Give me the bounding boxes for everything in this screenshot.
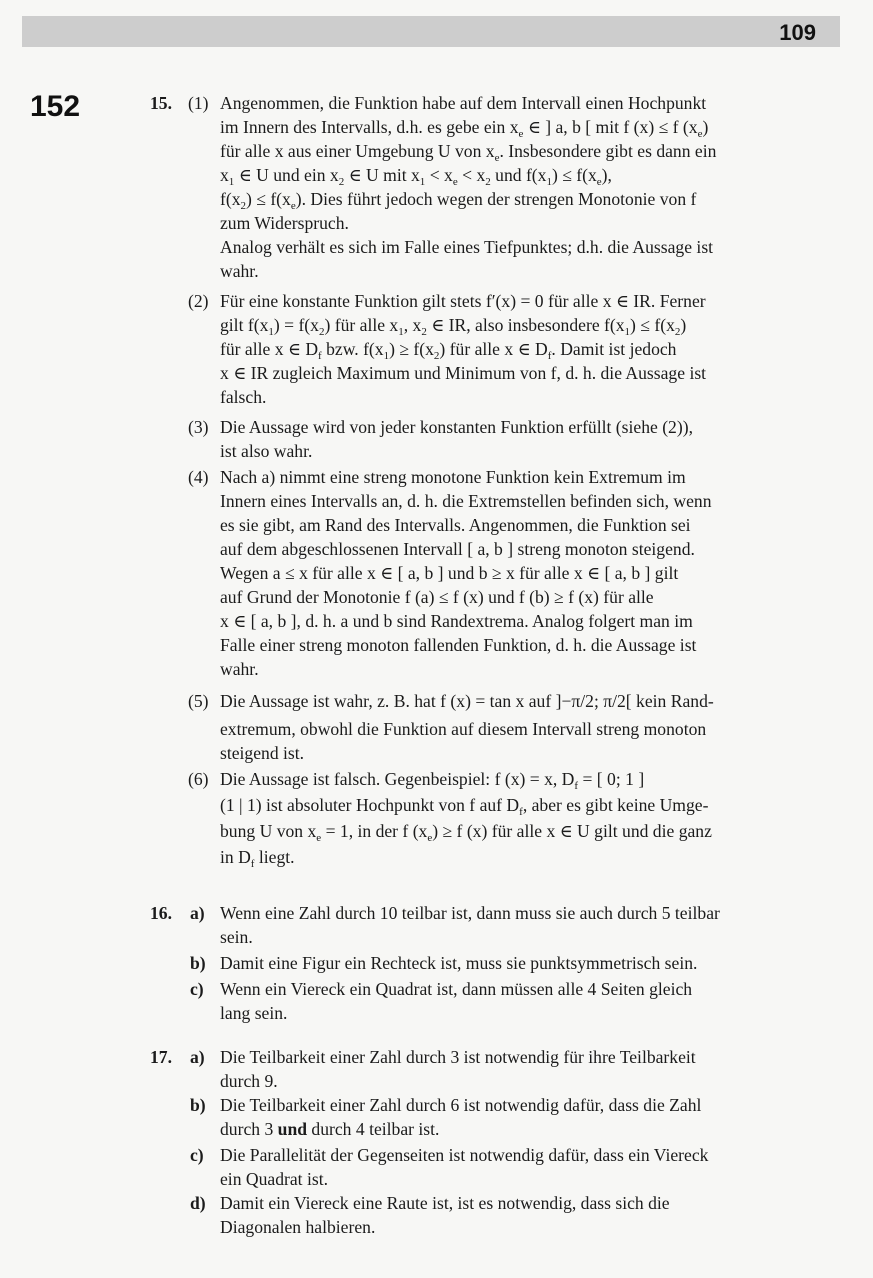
text-line: Wenn eine Zahl durch 10 teilbar ist, dann muss sie auch durch 5 teilbar: [220, 903, 720, 923]
text-line: Die Teilbarkeit einer Zahl durch 3 ist notwendig für ihre Teilbarkeit: [220, 1047, 696, 1067]
text-line: sein.: [220, 927, 253, 947]
page-number: 109: [779, 20, 816, 45]
text-line: Damit ein Viereck eine Raute ist, ist es notwendig, dass sich die: [220, 1193, 670, 1213]
text-line: es sie gibt, am Rand des Intervalls. Angenommen, die Funktion sei: [220, 515, 691, 535]
text-line: $x_1$ ∈ U und ein $x_2$ ∈ U mit $x_1 < x_e < x_2$ und $f(x_1) \le f(x_e)$,: [220, 165, 612, 188]
text-line: für alle x ∈ $D_f$ bzw. $f(x_1) \ge f(x_2)$ für alle x ∈ $D_f$. Damit ist jedoch: [220, 339, 677, 362]
item-label: (1): [188, 93, 209, 113]
text-line: steigend ist.: [220, 743, 305, 763]
text-line: Für eine konstante Funktion gilt stets f′(x) = 0 für alle x ∈ IR. Ferner: [220, 291, 706, 311]
item-label: (2): [188, 291, 209, 311]
text-line: wahr.: [220, 659, 259, 679]
text-line: Wenn ein Viereck ein Quadrat ist, dann müssen alle 4 Seiten gleich: [220, 979, 693, 999]
text-line: durch 3 und durch 4 teilbar ist.: [220, 1119, 440, 1139]
item-label: (3): [188, 417, 209, 437]
page-header-bar: [22, 16, 840, 47]
text-line: Die Teilbarkeit einer Zahl durch 6 ist notwendig dafür, dass die Zahl: [220, 1095, 702, 1115]
text-line: im Innern des Intervalls, d.h. es gebe ein $x_e$ ∈ ] a, b [ mit f (x) ≤ f $(x_e)$: [220, 117, 709, 140]
item-label: a): [190, 903, 205, 923]
text-line: in $D_f$ liegt.: [220, 847, 295, 870]
chapter-number: 152: [30, 90, 81, 123]
text-line: auf dem abgeschlossenen Intervall [ a, b ] streng monoton steigend.: [220, 539, 695, 559]
item-label: b): [190, 1095, 206, 1115]
exercise-number: 15.: [150, 93, 172, 113]
text-line: Damit eine Figur ein Rechteck ist, muss sie punktsymmetrisch sein.: [220, 953, 698, 973]
text-line: Die Aussage ist falsch. Gegenbeispiel: f (x) = x, $D_f$ = [ 0; 1 ]: [220, 769, 645, 792]
text-line: Analog verhält es sich im Falle eines Tiefpunktes; d.h. die Aussage ist: [220, 237, 714, 257]
text-line: gilt $f(x_1) = f(x_2)$ für alle $x_1$, $x_2$ ∈ IR, also insbesondere $f(x_1) \le f(x_2)$: [220, 315, 687, 338]
text-line: bung U von $x_e = 1$, in der f $(x_e) \ge f$ (x) für alle x ∈ U gilt und die ganz: [220, 821, 712, 844]
text-line: Innern eines Intervalls an, d. h. die Extremstellen befinden sich, wenn: [220, 491, 712, 511]
text-line: Falle einer streng monoton fallenden Funktion, d. h. die Aussage ist: [220, 635, 697, 655]
text-line: für alle x aus einer Umgebung U von $x_e$. Insbesondere gibt es dann ein: [220, 141, 717, 164]
text-line: Die Aussage ist wahr, z. B. hat f (x) = tan x auf ]−π/2; π/2[ kein Rand-: [220, 691, 714, 711]
text-line: x ∈ IR zugleich Maximum und Minimum von f, d. h. die Aussage ist: [220, 363, 707, 383]
item-label: (6): [188, 769, 209, 789]
item-label: (5): [188, 691, 209, 711]
text-line: x ∈ [ a, b ], d. h. a und b sind Randextrema. Analog folgert man im: [220, 611, 693, 631]
text-line: $f(x_2) \le f(x_e)$. Dies führt jedoch wegen der strengen Monotonie von f: [220, 189, 697, 212]
text-line: Die Parallelität der Gegenseiten ist notwendig dafür, dass ein Viereck: [220, 1145, 709, 1165]
item-label: (4): [188, 467, 209, 487]
item-label: c): [190, 1145, 204, 1165]
text-line: Wegen a ≤ x für alle x ∈ [ a, b ] und b ≥ x für alle x ∈ [ a, b ] gilt: [220, 563, 679, 583]
text-line: Die Aussage wird von jeder konstanten Funktion erfüllt (siehe (2)),: [220, 417, 693, 437]
item-label: b): [190, 953, 206, 973]
exercise-number: 17.: [150, 1047, 172, 1067]
text-line: auf Grund der Monotonie f (a) ≤ f (x) und f (b) ≥ f (x) für alle: [220, 587, 654, 607]
item-label: a): [190, 1047, 205, 1067]
text-line: (1 | 1) ist absoluter Hochpunkt von f auf $D_f$, aber es gibt keine Umge-: [220, 795, 709, 818]
text-line: Angenommen, die Funktion habe auf dem Intervall einen Hochpunkt: [220, 93, 707, 113]
text-line: Diagonalen halbieren.: [220, 1217, 376, 1237]
exercise-number: 16.: [150, 903, 172, 923]
text-line: ist also wahr.: [220, 441, 313, 461]
text-line: durch 9.: [220, 1071, 278, 1091]
text-line: extremum, obwohl die Funktion auf diesem Intervall streng monoton: [220, 719, 707, 739]
item-label: c): [190, 979, 204, 999]
text-line: wahr.: [220, 261, 259, 281]
text-line: Nach a) nimmt eine streng monotone Funktion kein Extremum im: [220, 467, 686, 487]
text-line: ein Quadrat ist.: [220, 1169, 328, 1189]
text-line: lang sein.: [220, 1003, 288, 1023]
item-label: d): [190, 1193, 206, 1213]
text-line: falsch.: [220, 387, 267, 407]
text-line: zum Widerspruch.: [220, 213, 349, 233]
